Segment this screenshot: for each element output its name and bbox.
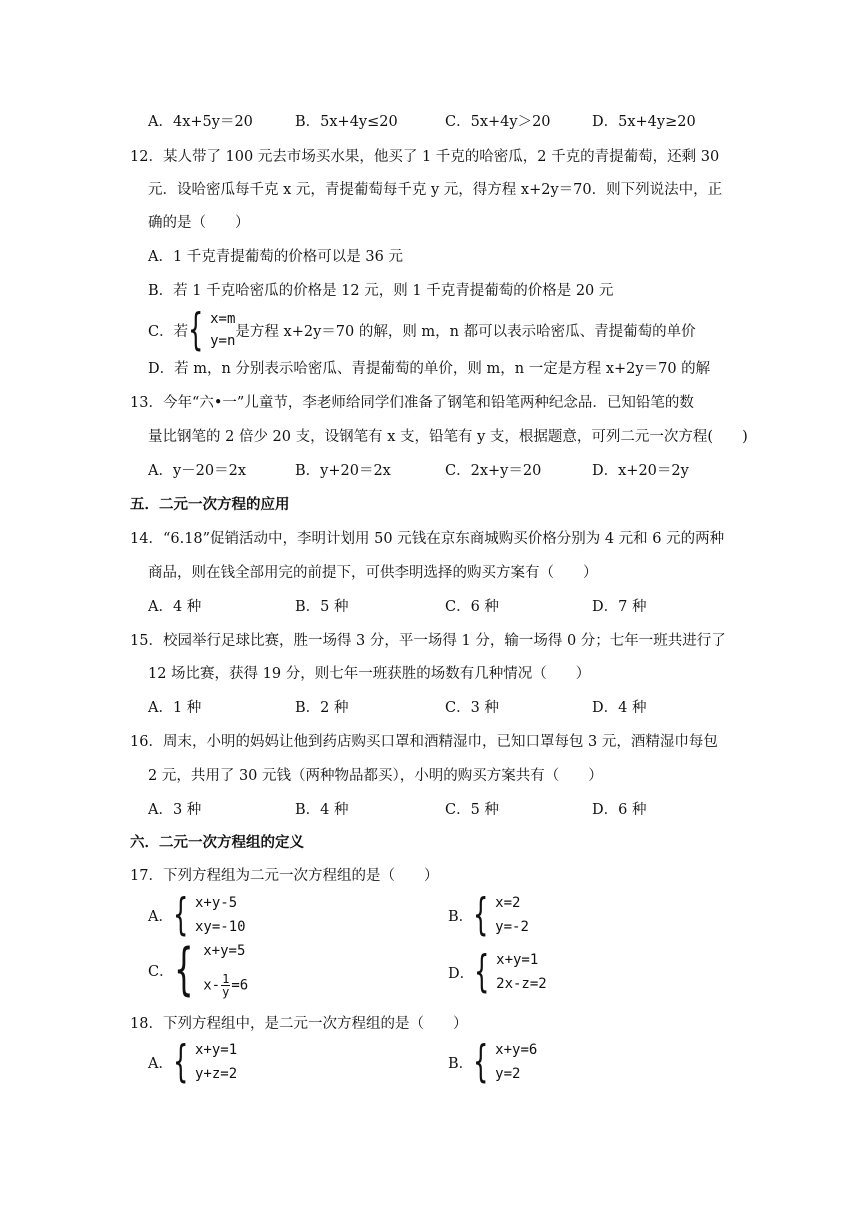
- equation-1: x+y=5: [203, 943, 246, 959]
- brace-symbol: {: [473, 1036, 489, 1087]
- equation-1: x+y=1: [194, 1042, 238, 1058]
- equation-2-left: x-: [203, 977, 221, 994]
- q17-option-c: [148, 937, 249, 1002]
- q12-option-c: [148, 304, 696, 355]
- q13-stem-line2: 量比钢笔的 2 倍少 20 支，设钢笔有 x 支，铅笔有 y 支，根据题意，可列二元一次方程( ): [148, 429, 748, 445]
- q15-option-c: C．3 种: [445, 700, 499, 716]
- equation-1: x+y-5: [194, 895, 238, 911]
- q15-option-d: D．4 种: [592, 700, 647, 716]
- q13-stem-line1: 13．今年“六•一”儿童节，李老师给同学们准备了钢笔和铅笔两种纪念品．已知铅笔的数: [130, 395, 694, 411]
- q17-option-a: [148, 889, 246, 940]
- fraction-denominator: y: [222, 985, 230, 999]
- q14-option-b: B．5 种: [295, 599, 349, 615]
- equation-system: [203, 942, 248, 998]
- equation-system: [210, 310, 235, 350]
- q18-stem: 18．下列方程组中，是二元一次方程组的是（ ）: [130, 1016, 468, 1032]
- q15-stem-line1: 15．校园举行足球比赛，胜一场得 3 分，平一场得 1 分，输一场得 0 分；七年一班共进行了: [130, 633, 726, 649]
- option-label: C．: [148, 963, 174, 980]
- section-heading-6: 六．二元一次方程组的定义: [130, 835, 304, 851]
- q13-option-a: A．y－20＝2x: [148, 463, 247, 479]
- brace-symbol: {: [173, 937, 194, 1002]
- q15-stem-line2: 12 场比赛，获得 19 分，则七年一班获胜的场数有几种情况（ ）: [148, 666, 591, 682]
- q13-option-c: C．2x+y＝20: [445, 463, 542, 479]
- equation-1: x+y=1: [496, 952, 539, 968]
- q12-stem-line3: 确的是（ ）: [148, 215, 250, 231]
- equation-2: y=2: [495, 1066, 521, 1082]
- q13-option-b: B．y+20＝2x: [295, 463, 391, 479]
- equation-1: x+y=6: [495, 1042, 538, 1058]
- equation-2: y+z=2: [194, 1066, 238, 1082]
- fraction: [221, 973, 230, 998]
- equation-2: 2x-z=2: [496, 976, 547, 992]
- fraction-numerator: 1: [222, 972, 230, 986]
- q14-option-a: A．4 种: [148, 599, 202, 615]
- equation-system: [195, 1041, 237, 1083]
- equation-1: x=2: [495, 895, 521, 911]
- q16-option-a: A．3 种: [148, 802, 202, 818]
- equation-2: [203, 973, 248, 998]
- q13-option-d: D．x+20＝2y: [592, 463, 689, 479]
- option-label: B．: [448, 908, 474, 925]
- q12-option-c-prefix: C．若: [148, 323, 189, 340]
- q17-option-d: [448, 946, 547, 997]
- equation-2: y=-2: [495, 919, 529, 935]
- equation-1: x=m: [210, 311, 236, 327]
- equation-2: y=n: [210, 333, 236, 349]
- q12-option-c-suffix: 是方程 x+2y＝70 的解，则 m，n 都可以表示哈密瓜、青提葡萄的单价: [235, 323, 696, 340]
- q18-option-a: [148, 1036, 238, 1087]
- q16-option-c: C．5 种: [445, 802, 499, 818]
- brace-symbol: {: [172, 1036, 189, 1087]
- q12-option-a: A．1 千克青提葡萄的价格可以是 36 元: [148, 249, 403, 265]
- q12-option-d: D．若 m，n 分别表示哈密瓜、青提葡萄的单价，则 m，n 一定是方程 x+2y＝70 的解: [148, 361, 711, 377]
- section-heading-5: 五．二元一次方程的应用: [130, 497, 290, 513]
- option-label: D．: [448, 965, 475, 982]
- q12-stem-line2: 元．设哈密瓜每千克 x 元，青提葡萄每千克 y 元，得方程 x+2y＝70．则下列说法中，正: [148, 182, 723, 198]
- q11-option-a: A．4x+5y＝20: [148, 114, 253, 130]
- q18-option-b: [448, 1036, 538, 1087]
- equation-system: [495, 894, 529, 936]
- q16-option-d: D．6 种: [592, 802, 647, 818]
- q16-stem-line1: 16．周末，小明的妈妈让他到药店购买口罩和酒精湿巾，已知口罩每包 3 元，酒精湿巾每包: [130, 734, 718, 750]
- equation-2-right: =6: [231, 977, 249, 994]
- equation-2: xy=-10: [194, 919, 246, 935]
- q12-option-b: B．若 1 千克哈密瓜的价格是 12 元，则 1 千克青提葡萄的价格是 20 元: [148, 283, 614, 299]
- brace-symbol: {: [172, 889, 189, 940]
- option-label: B．: [448, 1055, 474, 1072]
- q14-stem-line1: 14．“6.18”促销活动中，李明计划用 50 元钱在京东商城购买价格分别为 4 元和 6 元的两种: [130, 531, 725, 547]
- q14-option-c: C．6 种: [445, 599, 499, 615]
- q14-option-d: D．7 种: [592, 599, 647, 615]
- q11-option-c: C．5x+4y＞20: [445, 114, 551, 130]
- equation-system: [495, 1041, 537, 1083]
- equation-system: [496, 951, 547, 993]
- brace-symbol: {: [188, 304, 204, 355]
- brace-symbol: {: [473, 889, 489, 940]
- q11-option-d: D．5x+4y≥20: [592, 114, 696, 130]
- q17-stem: 17．下列方程组为二元一次方程组的是（ ）: [130, 868, 439, 884]
- brace-symbol: {: [474, 946, 490, 997]
- q17-option-b: [448, 889, 529, 940]
- q16-stem-line2: 2 元，共用了 30 元钱（两种物品都买），小明的购买方案共有（ ）: [148, 768, 603, 784]
- option-label: A．: [148, 1055, 173, 1072]
- q15-option-b: B．2 种: [295, 700, 349, 716]
- q11-option-b: B．5x+4y≤20: [295, 114, 398, 130]
- equation-system: [195, 894, 246, 936]
- option-label: A．: [148, 908, 173, 925]
- q14-stem-line2: 商品，则在钱全部用完的前提下，可供李明选择的购买方案有（ ）: [148, 565, 598, 581]
- q16-option-b: B．4 种: [295, 802, 349, 818]
- q15-option-a: A．1 种: [148, 700, 202, 716]
- q12-stem-line1: 12．某人带了 100 元去市场买水果，他买了 1 千克的哈密瓜，2 千克的青提葡萄，还剩 30: [130, 149, 720, 165]
